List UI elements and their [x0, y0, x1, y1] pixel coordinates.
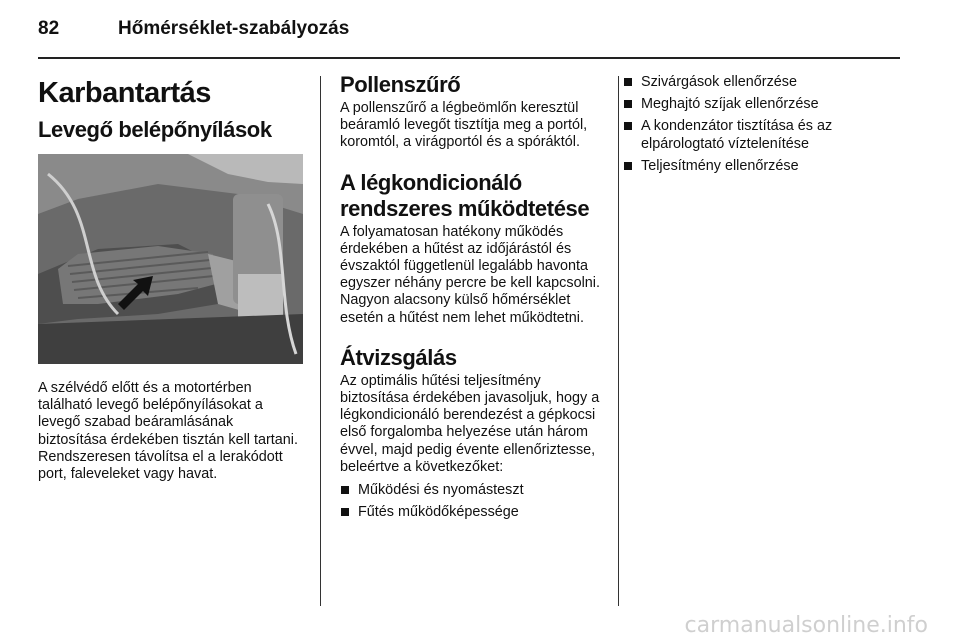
- inspection-text: Az optimális hűtési teljesítmény biztosítása érdekében javasoljuk, hogy a légkondicionáló berendezést a gépkocsi első forgalomba helyezése után három évvel, majd pedig évente ellenőriztesse, beleértve a következőket:: [340, 372, 600, 475]
- air-inlets-paragraph: A szélvédő előtt és a motortérben található levegő belépőnyílásokat a levegő szabad beáramlásának biztosítása érdekében tisztán kell tartani. Rendszeresen távolítsa el a lerakódott port, faleveleket vagy havat.: [38, 380, 298, 483]
- inspection-list-continued: [623, 74, 903, 175]
- list-item: A kondenzátor tisztítása és az elpárologtató víztelenítése: [623, 118, 903, 152]
- inspection-list: [340, 482, 605, 521]
- inspection-heading: Átvizsgálás: [340, 344, 457, 370]
- header-rule: [38, 57, 900, 59]
- bullet-square-icon: [624, 78, 632, 86]
- list-item: Szivárgások ellenőrzése: [623, 74, 903, 91]
- page-number: 82: [38, 18, 60, 39]
- ac-operation-heading: A légkondicionáló rendszeres működtetése: [340, 169, 590, 221]
- bullet-square-icon: [341, 486, 349, 494]
- column-1: [38, 72, 303, 483]
- column-2: [340, 72, 605, 526]
- list-item: Teljesítmény ellenőrzése: [623, 158, 903, 175]
- pollen-filter-text: A pollenszűrő a légbeömlőn keresztül beáramló levegőt tisztítja meg a portól, koromtól, a virágportól és a spóráktól.: [340, 100, 588, 151]
- bullet-square-icon: [624, 162, 632, 170]
- ac-operation-text: A folyamatosan hatékony működés érdekében a hűtést az időjárástól és évszaktól függetlenül legalább havonta egyszer néhány percre be kell kapcsolni. Nagyon alacsony külső hőmérséklet esetén a hűtést nem lehet működtetni.: [340, 223, 600, 326]
- column-3: [623, 72, 903, 180]
- list-item: Működési és nyomásteszt: [340, 482, 605, 499]
- subheading-air-inlets: Levegő belépőnyílások: [38, 117, 272, 142]
- pollen-filter-heading: Pollenszűrő: [340, 72, 461, 97]
- engine-bay-arrow-illustration: [38, 154, 303, 364]
- section-heading-maintenance: Karbantartás: [38, 77, 211, 109]
- bullet-square-icon: [341, 508, 349, 516]
- list-item: Meghajtó szíjak ellenőrzése: [623, 96, 903, 113]
- bullet-square-icon: [624, 100, 632, 108]
- bullet-square-icon: [624, 122, 632, 130]
- watermark: carmanualsonline.info: [684, 613, 928, 638]
- column-divider-1: [320, 76, 321, 606]
- column-divider-2: [618, 76, 619, 606]
- list-item: Fűtés működőképessége: [340, 504, 605, 521]
- chapter-title: Hőmérséklet-szabályozás: [118, 18, 350, 39]
